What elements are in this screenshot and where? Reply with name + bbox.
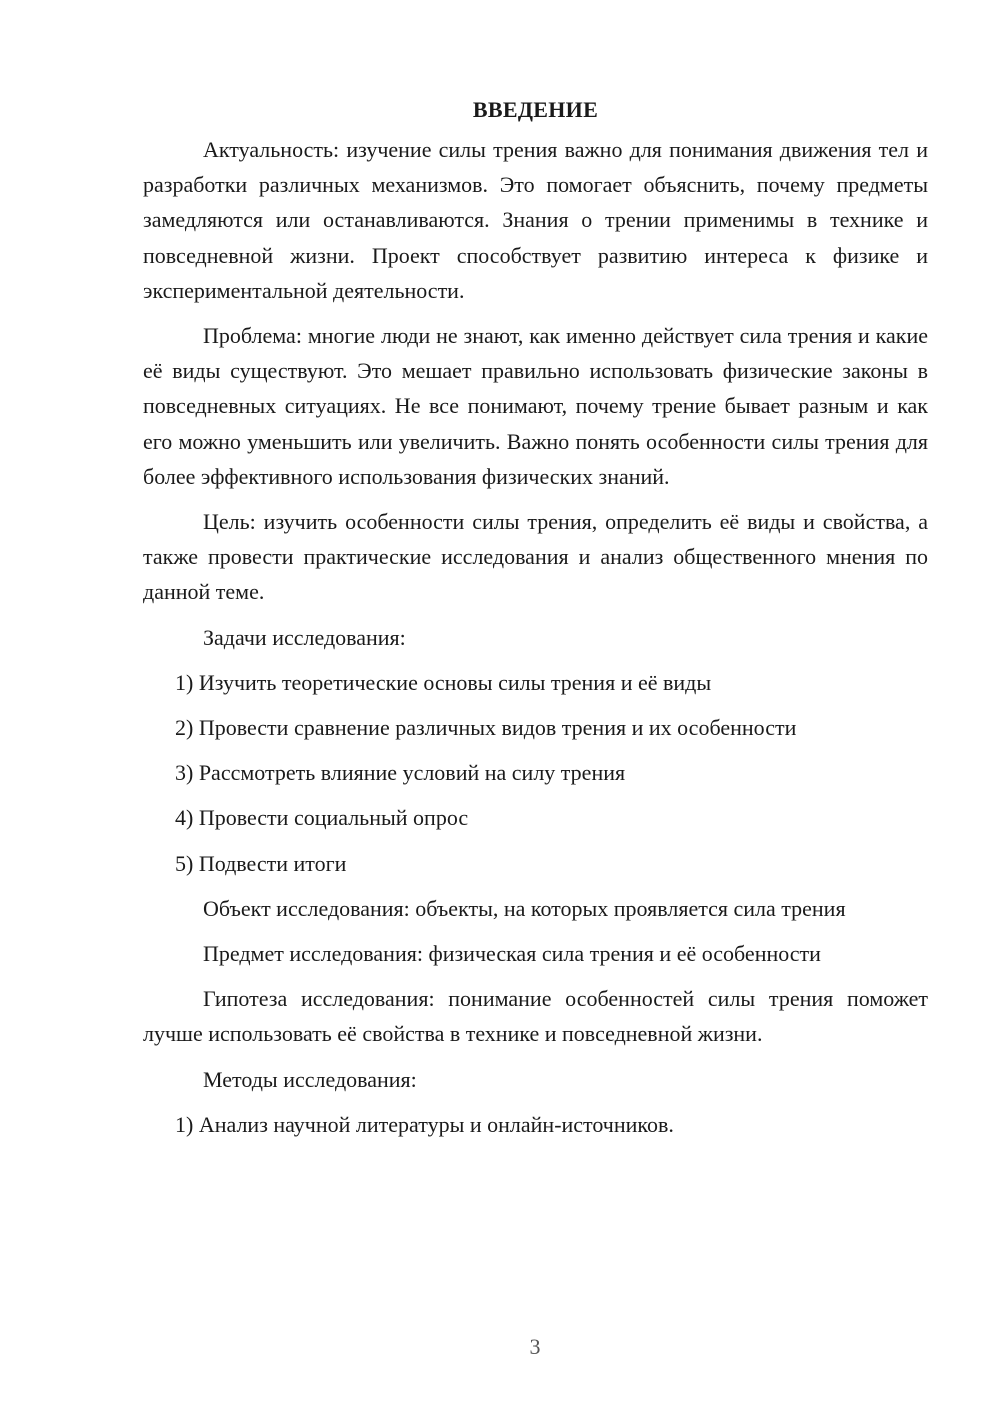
goal-paragraph: Цель: изучить особенности силы трения, определить её виды и свойства, а также провести практические исследования и анализ общественного мнения по данной теме. — [143, 509, 928, 605]
tasks-list — [143, 665, 928, 881]
tasks-heading: Задачи исследования: — [203, 624, 406, 650]
methods-heading: Методы исследования: — [203, 1066, 417, 1092]
document-page — [143, 92, 928, 1152]
list-item: 1) Анализ научной литературы и онлайн-источников. — [175, 1111, 674, 1137]
problem-paragraph: Проблема: многие люди не знают, как именно действует сила трения и какие её виды существуют. Это мешает правильно использовать физические законы в повседневных ситуациях. Не все понимают, почему трение бывает разным и как его можно уменьшить или увеличить. Важно понять особенности силы трения для более эффективного использования физических знаний. — [143, 323, 928, 489]
relevance-paragraph: Актуальность: изучение силы трения важно для понимания движения тел и разработки различных механизмов. Это помогает объяснить, почему предметы замедляются или останавливаются. Знания о трении применимы в технике и повседневной жизни. Проект способствует развитию интереса к физике и экспериментальной деятельности. — [143, 137, 928, 303]
subject-paragraph: Предмет исследования: физическая сила трения и её особенности — [203, 941, 821, 967]
list-item: 4) Провести социальный опрос — [175, 805, 469, 831]
methods-list — [143, 1107, 928, 1142]
list-item: 1) Изучить теоретические основы силы трения и её виды — [175, 669, 712, 695]
list-item: 2) Провести сравнение различных видов трения и их особенности — [175, 715, 797, 741]
object-paragraph: Объект исследования: объекты, на которых проявляется сила трения — [203, 895, 846, 921]
list-item: 5) Подвести итоги — [175, 850, 347, 876]
page-number: 3 — [529, 1334, 541, 1359]
section-title: ВВЕДЕНИЕ — [472, 97, 599, 122]
list-item: 3) Рассмотреть влияние условий на силу трения — [175, 760, 626, 786]
hypothesis-paragraph: Гипотеза исследования: понимание особенностей силы трения поможет лучше использовать её свойства в технике и повседневной жизни. — [143, 986, 928, 1047]
